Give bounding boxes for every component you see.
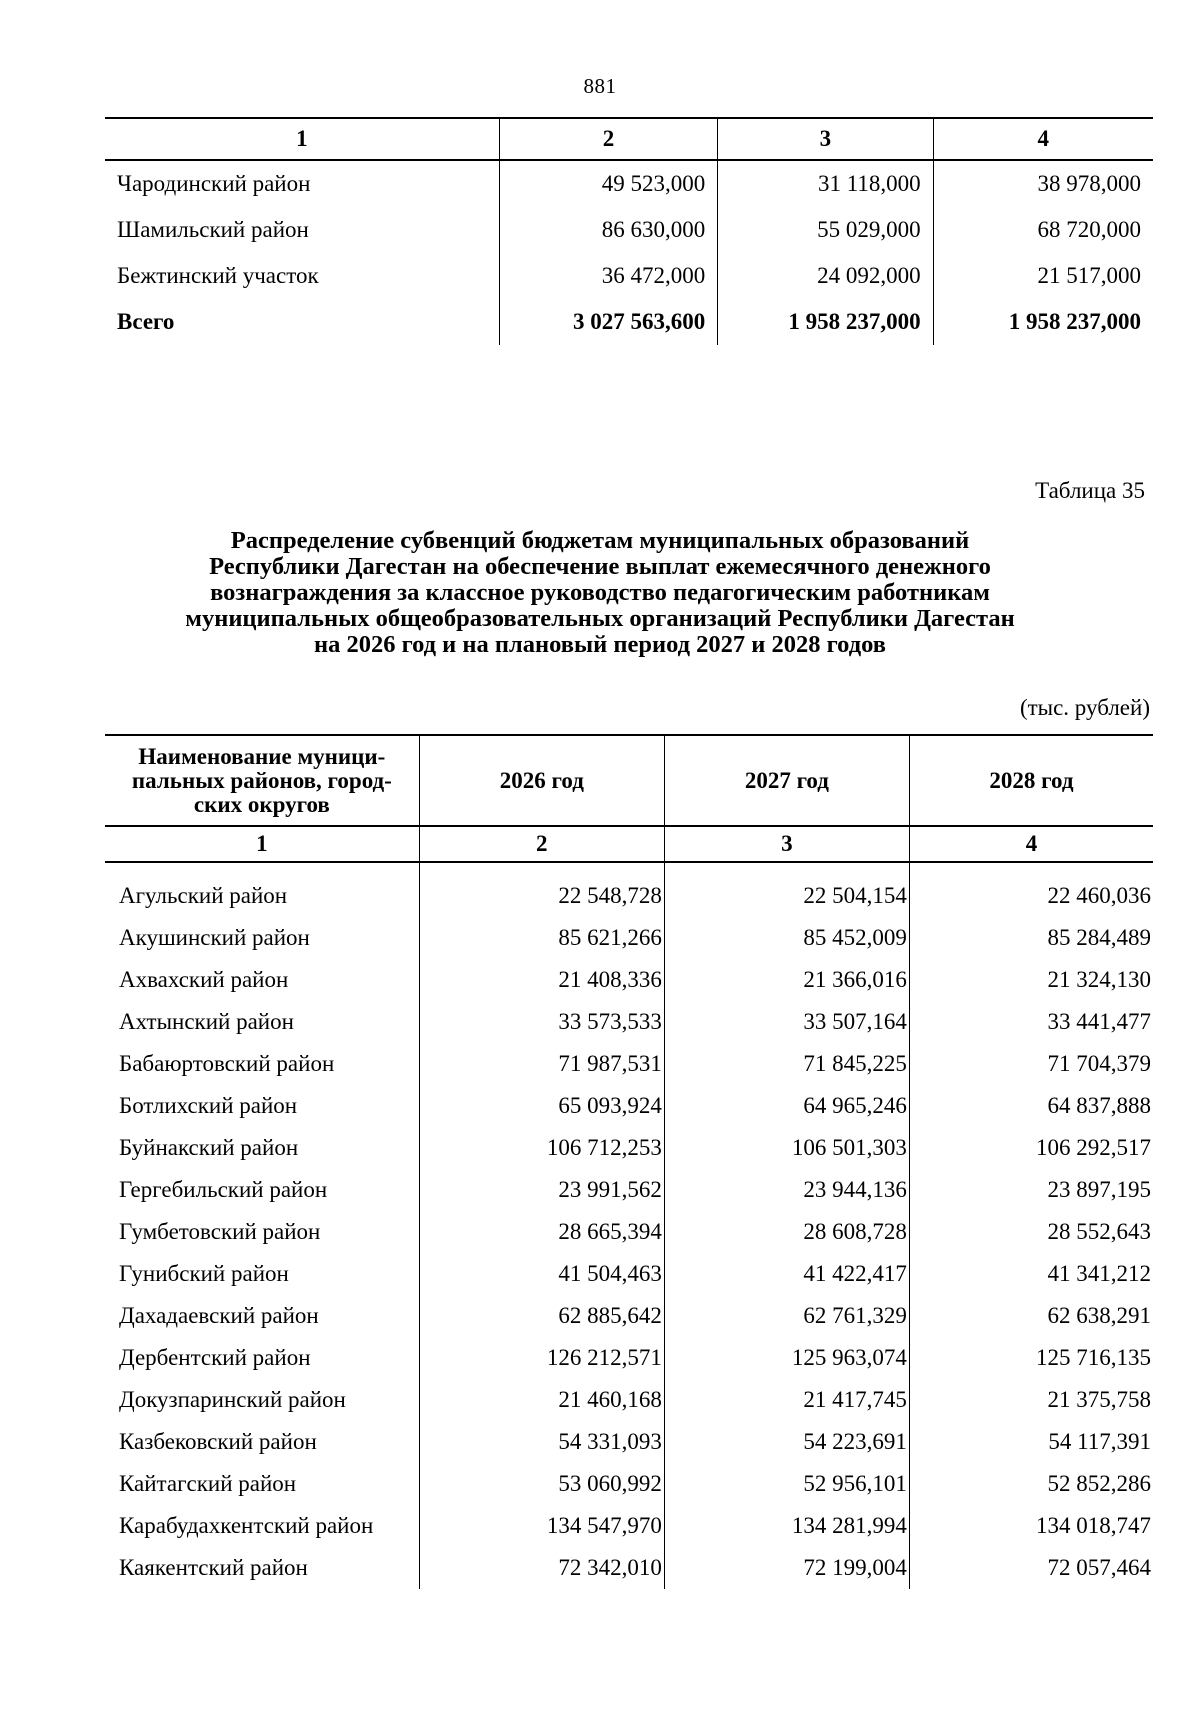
table-row [105,207,1153,253]
district-name: Агульский район [119,883,288,908]
value-2028: 64 837,888 [909,1085,1153,1127]
value-2027: 33 507,164 [664,1001,909,1043]
value-2026: 126 212,571 [419,1337,664,1379]
value-2026: 72 342,010 [419,1547,664,1589]
value-2028: 21 324,130 [909,959,1153,1001]
table-row [105,1043,1153,1085]
value-2027: 125 963,074 [664,1337,909,1379]
district-name: Буйнакский район [119,1135,299,1160]
table-title [120,528,1080,658]
value-2028: 21 375,758 [909,1379,1153,1421]
header-name-line: Наименование муници- [138,743,386,769]
district-name: Бабаюртовский район [119,1051,335,1076]
page-number: 881 [583,74,617,98]
value-2027: 72 199,004 [664,1547,909,1589]
column-index-3: 3 [718,118,933,160]
column-index-3: 3 [664,826,909,862]
value-2026: 62 885,642 [419,1295,664,1337]
table-number: Таблица 35 [1035,478,1145,503]
column-header-2028: 2028 год [909,735,1153,826]
subvention-table [105,734,1153,1589]
table-row [105,1337,1153,1379]
value-2028: 41 341,212 [909,1253,1153,1295]
value-2026: 85 621,266 [419,917,664,959]
value-2027: 23 944,136 [664,1169,909,1211]
index-header-row [105,118,1153,160]
column-index-1: 1 [105,118,499,160]
value-2028: 106 292,517 [909,1127,1153,1169]
value-2027: 71 845,225 [664,1043,909,1085]
column-header-2027: 2027 год [664,735,909,826]
value-2026: 106 712,253 [419,1127,664,1169]
district-name: Гергебильский район [119,1177,328,1202]
value-2026: 28 665,394 [419,1211,664,1253]
value-2027: 22 504,154 [664,862,909,917]
value-2026: 54 331,093 [419,1421,664,1463]
value-2027: 134 281,994 [664,1505,909,1547]
value-2028: 134 018,747 [909,1505,1153,1547]
value-2028: 33 441,477 [909,1001,1153,1043]
table-row [105,253,1153,299]
value-2027: 31 118,000 [718,160,933,207]
district-name: Дербентский район [119,1345,311,1370]
value-2026: 21 408,336 [419,959,664,1001]
value-2026: 71 987,531 [419,1043,664,1085]
value-2028: 38 978,000 [933,160,1153,207]
column-index-1: 1 [105,826,419,862]
title-line: муниципальных общеобразовательных организаций Республики Дагестан [185,605,1015,632]
value-2028: 21 517,000 [933,253,1153,299]
value-2027: 54 223,691 [664,1421,909,1463]
value-2026: 53 060,992 [419,1463,664,1505]
district-name: Ботлихский район [119,1093,298,1118]
table-row [105,1421,1153,1463]
table-row [105,1379,1153,1421]
value-2027: 55 029,000 [718,207,933,253]
value-2026: 36 472,000 [499,253,717,299]
table-row [105,1085,1153,1127]
table-row [105,1001,1153,1043]
table-row [105,1127,1153,1169]
table-row [105,862,1153,917]
header-name-line: ских округов [193,791,330,817]
table-row [105,1505,1153,1547]
value-2027: 24 092,000 [718,253,933,299]
table-row [105,160,1153,207]
column-index-2: 2 [419,826,664,862]
value-2026: 49 523,000 [499,160,717,207]
district-name: Чародинский район [117,171,311,196]
table-row [105,1463,1153,1505]
value-2026: 86 630,000 [499,207,717,253]
total-2028: 1 958 237,000 [933,299,1153,345]
title-line: на 2026 год и на плановый период 2027 и 2028 годов [313,631,886,658]
column-header-2026: 2026 год [419,735,664,826]
value-2026: 134 547,970 [419,1505,664,1547]
total-2027: 1 958 237,000 [718,299,933,345]
value-2027: 62 761,329 [664,1295,909,1337]
value-2026: 33 573,533 [419,1001,664,1043]
value-2027: 21 417,745 [664,1379,909,1421]
value-2028: 68 720,000 [933,207,1153,253]
district-name: Дахадаевский район [119,1303,319,1328]
table-row [105,1253,1153,1295]
value-2028: 125 716,135 [909,1337,1153,1379]
column-index-2: 2 [499,118,717,160]
title-line: Распределение субвенций бюджетам муниципальных образований [230,527,970,554]
value-2027: 64 965,246 [664,1085,909,1127]
district-name: Ахвахский район [119,967,289,992]
district-name: Казбековский район [119,1429,317,1454]
table-row [105,917,1153,959]
value-2026: 65 093,924 [419,1085,664,1127]
value-2027: 106 501,303 [664,1127,909,1169]
table-row [105,959,1153,1001]
value-2026: 22 548,728 [419,862,664,917]
value-2027: 41 422,417 [664,1253,909,1295]
title-line: вознаграждения за классное руководство педагогическим работникам [210,579,990,606]
column-header-row [105,735,1153,826]
value-2028: 23 897,195 [909,1169,1153,1211]
column-index-4: 4 [909,826,1153,862]
district-name: Гунибский район [119,1261,289,1286]
continued-table [105,117,1153,345]
value-2027: 85 452,009 [664,917,909,959]
table-row [105,1295,1153,1337]
district-name: Докузпаринский район [119,1387,346,1412]
district-name: Шамильский район [117,217,309,242]
total-row [105,299,1153,345]
value-2027: 52 956,101 [664,1463,909,1505]
value-2028: 71 704,379 [909,1043,1153,1085]
value-2028: 22 460,036 [909,862,1153,917]
value-2026: 23 991,562 [419,1169,664,1211]
value-2027: 21 366,016 [664,959,909,1001]
units-label: (тыс. рублей) [1019,695,1150,720]
column-header-name [105,735,419,826]
value-2028: 52 852,286 [909,1463,1153,1505]
total-2026: 3 027 563,600 [499,299,717,345]
total-label: Всего [117,309,175,334]
value-2028: 72 057,464 [909,1547,1153,1589]
value-2028: 62 638,291 [909,1295,1153,1337]
value-2026: 21 460,168 [419,1379,664,1421]
column-index-4: 4 [933,118,1153,160]
value-2027: 28 608,728 [664,1211,909,1253]
value-2028: 85 284,489 [909,917,1153,959]
title-line: Республики Дагестан на обеспечение выплат ежемесячного денежного [209,553,991,580]
index-header-row [105,826,1153,862]
district-name: Кайтагский район [119,1471,297,1496]
district-name: Ахтынский район [119,1009,294,1034]
value-2028: 54 117,391 [909,1421,1153,1463]
table-row [105,1547,1153,1589]
table-row [105,1211,1153,1253]
value-2028: 28 552,643 [909,1211,1153,1253]
district-name: Бежтинский участок [117,263,319,288]
header-name-line: пальных районов, город- [131,767,392,793]
district-name: Акушинский район [119,925,310,950]
district-name: Карабудахкентский район [119,1513,374,1538]
value-2026: 41 504,463 [419,1253,664,1295]
district-name: Гумбетовский район [119,1219,321,1244]
district-name: Каякентский район [119,1555,308,1580]
table-row [105,1169,1153,1211]
